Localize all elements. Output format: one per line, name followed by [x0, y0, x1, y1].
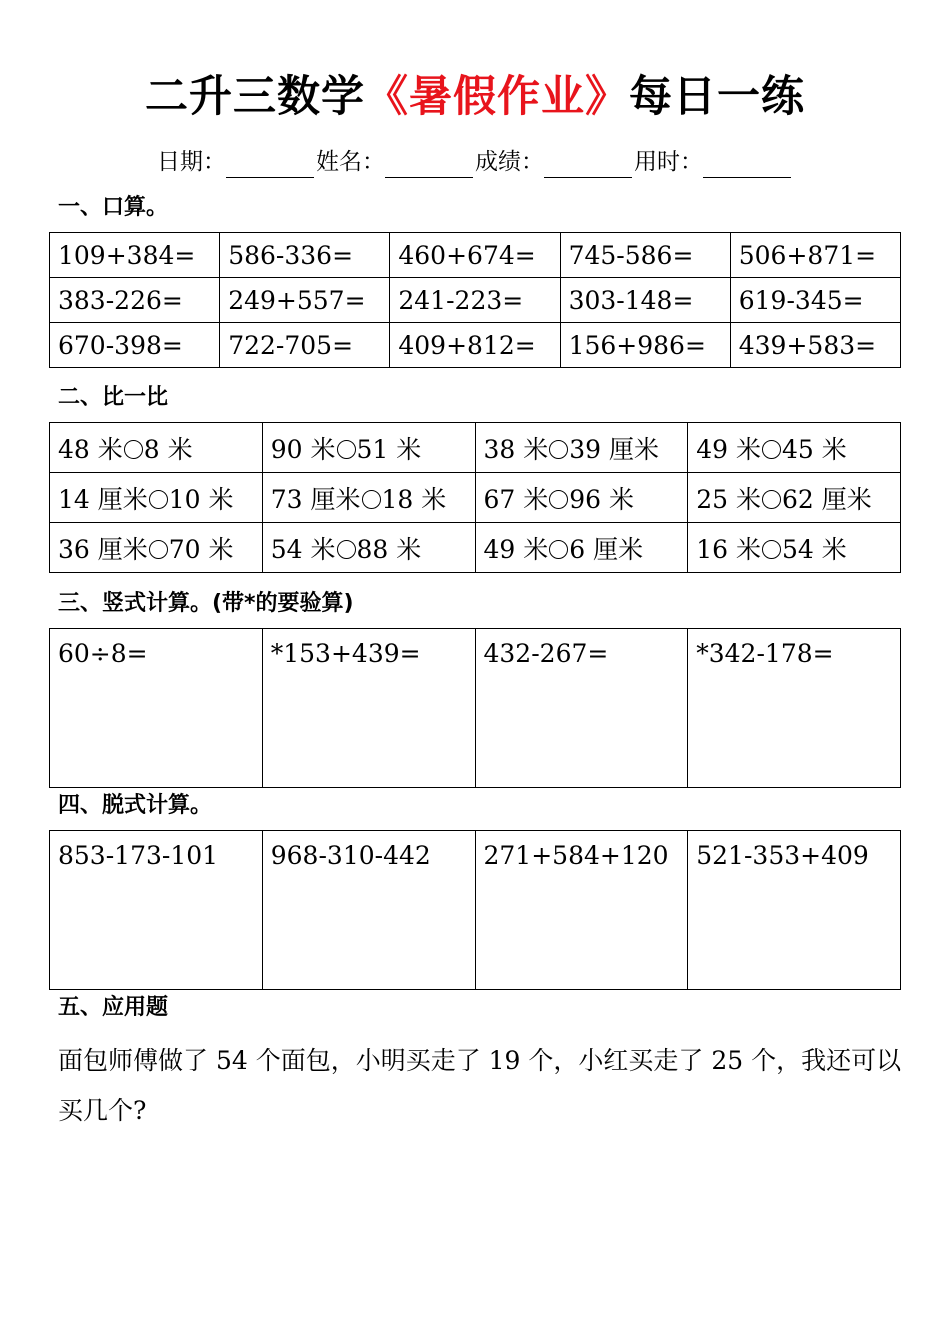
table-row — [50, 523, 901, 573]
oral-cell: 241-223= — [390, 278, 560, 323]
title-prefix: 二升三数学 — [145, 72, 365, 122]
date-label: 日期： — [157, 149, 226, 175]
oral-cell: 722-705= — [220, 323, 390, 368]
compare-right: 6 厘米 — [569, 534, 644, 564]
compare-circle[interactable] — [549, 540, 568, 559]
oral-cell: 745-586= — [560, 233, 730, 278]
name-blank[interactable] — [385, 153, 473, 178]
compare-left: 73 厘米 — [270, 484, 361, 514]
oral-cell: 249+557= — [220, 278, 390, 323]
compare-left: 49 米 — [696, 434, 762, 464]
compare-left: 48 米 — [58, 434, 123, 464]
compare-left: 38 米 — [483, 434, 549, 464]
compare-cell — [50, 473, 263, 523]
compare-left: 25 米 — [696, 484, 762, 514]
stepwise-cell: 271+584+120 — [475, 831, 688, 990]
compare-right: 51 米 — [356, 434, 422, 464]
compare-circle[interactable] — [362, 490, 381, 509]
section-heading-oral: 一、口算。 — [58, 195, 169, 220]
vertical-cell: 432-267= — [475, 629, 688, 788]
stepwise-cell: 968-310-442 — [262, 831, 475, 990]
stepwise-cell: 521-353+409 — [688, 831, 901, 990]
table-row — [50, 233, 901, 278]
section-heading-application: 五、应用题 — [58, 995, 169, 1020]
compare-cell — [688, 423, 901, 473]
oral-cell: 303-148= — [560, 278, 730, 323]
compare-cell — [262, 423, 475, 473]
compare-table — [49, 422, 901, 573]
table-row — [50, 629, 901, 788]
compare-circle[interactable] — [337, 540, 356, 559]
title-suffix: 每日一练 — [629, 72, 805, 122]
compare-left: 16 米 — [696, 534, 762, 564]
compare-left: 67 米 — [483, 484, 549, 514]
compare-left: 90 米 — [270, 434, 336, 464]
compare-circle[interactable] — [149, 490, 168, 509]
time-blank[interactable] — [703, 153, 791, 178]
compare-cell — [475, 423, 688, 473]
oral-cell: 409+812= — [390, 323, 560, 368]
compare-cell — [688, 523, 901, 573]
table-row — [50, 323, 901, 368]
oral-table — [49, 232, 901, 368]
compare-left: 54 米 — [270, 534, 336, 564]
compare-right: 10 米 — [168, 484, 234, 514]
oral-cell: 156+986= — [560, 323, 730, 368]
compare-cell — [475, 473, 688, 523]
vertical-cell: 60÷8= — [50, 629, 263, 788]
compare-circle[interactable] — [762, 540, 781, 559]
compare-cell — [262, 523, 475, 573]
date-field — [157, 146, 316, 178]
score-blank[interactable] — [544, 153, 632, 178]
compare-right: 88 米 — [356, 534, 422, 564]
table-row — [50, 278, 901, 323]
oral-cell: 109+384= — [50, 233, 220, 278]
table-row — [50, 831, 901, 990]
vertical-cell: *153+439= — [262, 629, 475, 788]
title-highlight: 《暑假作业》 — [365, 72, 629, 122]
compare-left: 36 厘米 — [58, 534, 148, 564]
compare-cell — [475, 523, 688, 573]
name-label: 姓名： — [316, 149, 385, 175]
compare-cell — [50, 423, 263, 473]
section-heading-compare: 二、比一比 — [58, 385, 169, 410]
oral-cell: 383-226= — [50, 278, 220, 323]
compare-circle[interactable] — [549, 440, 568, 459]
compare-right: 45 米 — [782, 434, 847, 464]
compare-circle[interactable] — [762, 440, 781, 459]
compare-cell — [262, 473, 475, 523]
compare-cell — [50, 523, 263, 573]
compare-right: 96 米 — [569, 484, 635, 514]
compare-right: 62 厘米 — [782, 484, 872, 514]
oral-cell: 439+583= — [730, 323, 900, 368]
info-line — [0, 146, 950, 178]
compare-right: 18 米 — [381, 484, 447, 514]
oral-cell: 506+871= — [730, 233, 900, 278]
compare-right: 39 厘米 — [569, 434, 660, 464]
oral-cell: 670-398= — [50, 323, 220, 368]
oral-cell: 619-345= — [730, 278, 900, 323]
compare-circle[interactable] — [337, 440, 356, 459]
compare-circle[interactable] — [549, 490, 568, 509]
compare-right: 8 米 — [143, 434, 193, 464]
stepwise-cell: 853-173-101 — [50, 831, 263, 990]
page-title — [0, 68, 950, 126]
time-field — [634, 146, 793, 178]
compare-circle[interactable] — [762, 490, 781, 509]
section-heading-stepwise: 四、脱式计算。 — [58, 793, 213, 818]
stepwise-table — [49, 830, 901, 990]
table-row — [50, 473, 901, 523]
compare-left: 14 厘米 — [58, 484, 148, 514]
score-field — [475, 146, 634, 178]
compare-left: 49 米 — [483, 534, 549, 564]
name-field — [316, 146, 475, 178]
compare-circle[interactable] — [149, 540, 168, 559]
time-label: 用时： — [634, 149, 703, 175]
score-label: 成绩： — [475, 149, 544, 175]
oral-cell: 460+674= — [390, 233, 560, 278]
vertical-table — [49, 628, 901, 788]
oral-cell: 586-336= — [220, 233, 390, 278]
compare-cell — [688, 473, 901, 523]
compare-circle[interactable] — [124, 440, 143, 459]
vertical-cell: *342-178= — [688, 629, 901, 788]
compare-right: 54 米 — [782, 534, 847, 564]
section-heading-vertical: 三、竖式计算。(带*的要验算) — [58, 591, 354, 616]
date-blank[interactable] — [226, 153, 314, 178]
word-problem: 面包师傅做了 54 个面包，小明买走了 19 个，小红买走了 25 个，我还可以买几个? — [58, 1046, 902, 1125]
table-row — [50, 423, 901, 473]
compare-right: 70 米 — [168, 534, 234, 564]
